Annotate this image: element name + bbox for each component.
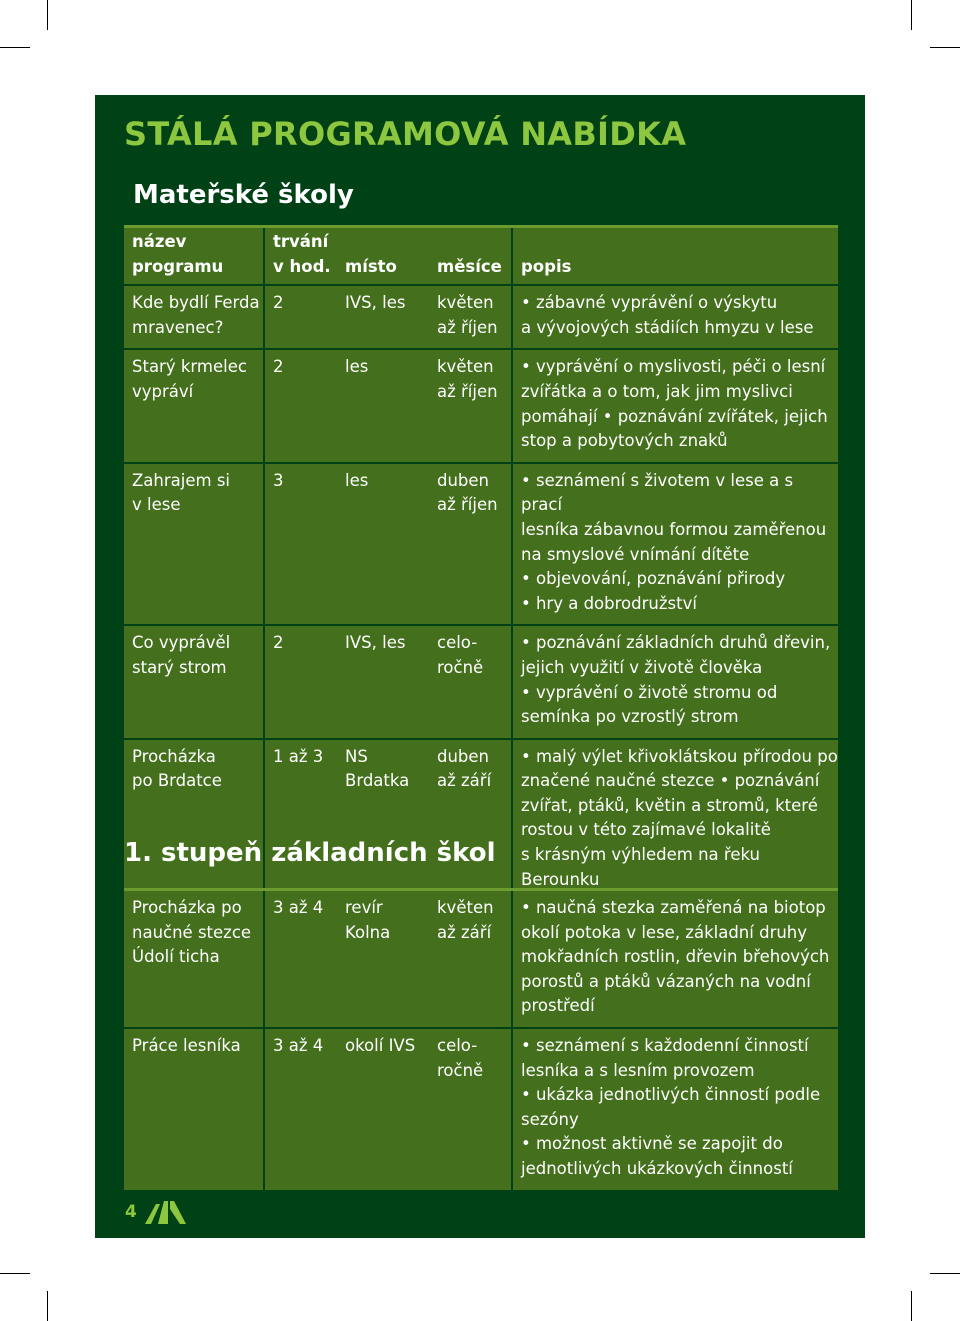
program-place: NS Brdatka — [337, 739, 429, 902]
program-name: Práce lesníka — [124, 1028, 264, 1191]
table-row — [124, 625, 838, 738]
program-name: Kde bydlí Ferda mravenec? — [124, 285, 264, 349]
section-title-kindergarten: Mateřské školy — [133, 180, 354, 210]
program-name: Starý krmelec vypráví — [124, 349, 264, 462]
program-desc: • seznámení s každodenní činností lesníka a s lesním provozem • ukázka jednotlivých činností podle sezóny • možnost aktivně se zapojit do jednotlivých ukázkových činností — [512, 1028, 838, 1191]
primary-school-table — [124, 888, 838, 1192]
page-title: STÁLÁ PROGRAMOVÁ NABÍDKA — [124, 115, 687, 153]
program-hours: 2 — [264, 349, 337, 462]
program-place: IVS, les — [337, 285, 429, 349]
program-place: IVS, les — [337, 625, 429, 738]
program-name: Procházka po naučné stezce Údolí ticha — [124, 890, 264, 1028]
program-hours: 3 — [264, 463, 337, 626]
program-desc: • malý výlet křivoklátskou přírodou po značené naučné stezce • poznávání zvířat, ptáků, květin a stromů, které rostou v této zajímavé lokalitě s krásným výhledem na řeku Berounku — [512, 739, 838, 902]
header-name: název programu — [124, 227, 264, 286]
crop-mark — [930, 47, 960, 48]
program-desc: • vyprávění o myslivosti, péči o lesní zvířátka a o tom, jak jim myslivci pomáhají • poznávání zvířátek, jejich stop a pobytových znaků — [512, 349, 838, 462]
program-name: Procházka po Brdatce — [124, 739, 264, 902]
crop-mark — [911, 0, 912, 30]
program-hours: 1 až 3 — [264, 739, 337, 902]
page — [95, 95, 865, 1238]
program-months: květen až říjen — [429, 285, 512, 349]
program-place: les — [337, 463, 429, 626]
header-place: místo — [337, 227, 429, 286]
crop-mark — [911, 1291, 912, 1321]
program-hours: 2 — [264, 285, 337, 349]
table-row — [124, 349, 838, 462]
header-months: měsíce — [429, 227, 512, 286]
program-name: Co vyprávěl starý strom — [124, 625, 264, 738]
header-hours: trvání v hod. — [264, 227, 337, 286]
program-hours: 2 — [264, 625, 337, 738]
program-desc: • naučná stezka zaměřená na biotop okolí potoka v lese, základní druhy mokřadních rostlin, dřevin břehových porostů a ptáků vázaných na vodní prostředí — [512, 890, 838, 1028]
program-desc: • zábavné vyprávění o výskytu a vývojových stádiích hmyzu v lese — [512, 285, 838, 349]
program-months: květen až říjen — [429, 349, 512, 462]
crop-mark — [930, 1273, 960, 1274]
table-row — [124, 463, 838, 626]
program-months: duben až září — [429, 739, 512, 902]
program-months: celo- ročně — [429, 1028, 512, 1191]
program-months: duben až říjen — [429, 463, 512, 626]
crop-mark — [0, 47, 30, 48]
table-row — [124, 890, 838, 1028]
crop-mark — [0, 1273, 30, 1274]
program-place: revír Kolna — [337, 890, 429, 1028]
program-desc: • seznámení s životem v lese a s prací lesníka zábavnou formou zaměřenou na smyslové vnímání dítěte • objevování, poznávání přirody • hry a dobrodružství — [512, 463, 838, 626]
program-desc: • poznávání základních druhů dřevin, jejich využití v životě člověka • vyprávění o životě stromu od semínka po vzrostlý strom — [512, 625, 838, 738]
header-desc: popis — [512, 227, 838, 286]
program-name: Zahrajem si v lese — [124, 463, 264, 626]
program-place: les — [337, 349, 429, 462]
crop-mark — [47, 1291, 48, 1321]
table-header-row — [124, 227, 838, 286]
table-row — [124, 739, 838, 902]
program-place: okolí IVS — [337, 1028, 429, 1191]
table-row — [124, 1028, 838, 1191]
program-months: květen až září — [429, 890, 512, 1028]
kindergarten-table — [124, 225, 838, 902]
section-title-primary-school: 1. stupeň základních škol — [124, 838, 496, 868]
program-hours: 3 až 4 — [264, 890, 337, 1028]
program-months: celo- ročně — [429, 625, 512, 738]
program-hours: 3 až 4 — [264, 1028, 337, 1191]
page-number: 4 — [125, 1202, 137, 1222]
forest-logo-icon — [145, 1199, 189, 1225]
crop-mark — [47, 0, 48, 30]
table-row — [124, 285, 838, 349]
